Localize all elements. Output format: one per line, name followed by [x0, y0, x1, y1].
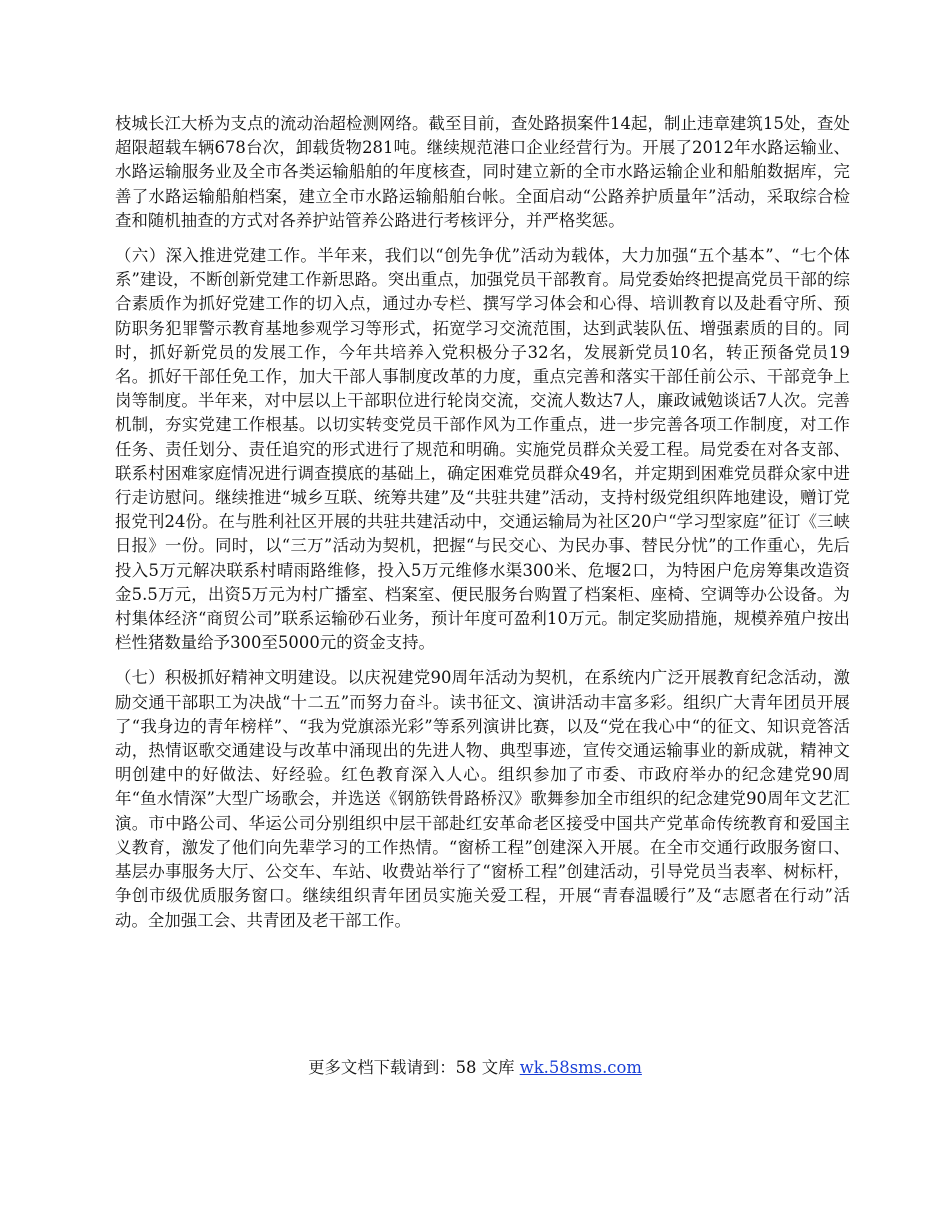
document-body [115, 112, 850, 933]
paragraph-spiritual-civilization: （七）积极抓好精神文明建设。以庆祝建党90周年活动为契机，在系统内广泛开展教育纪念活动，激励交通干部职工为决战“十二五”而努力奋斗。读书征文、演讲活动丰富多彩。组织广大青年团员开展了“我身边的青年榜样”、“我为党旗添光彩”等系列演讲比赛，以及“党在我心中“的征文、知识竞答活动，热情讴歌交通建设与改革中涌现出的先进人物、典型事迹，宣传交通运输事业的新成就，精神文明创建中的好做法、好经验。红色教育深入人心。组织参加了市委、市政府举办的纪念建党90周年“鱼水情深”大型广场歌会，并选送《钢筋铁骨路桥汉》歌舞参加全市组织的纪念建党90周年文艺汇演。市中路公司、华运公司分别组织中层干部赴红安革命老区接受中国共产党革命传统教育和爱国主义教育，激发了他们向先辈学习的工作热情。“窗桥工程”创建深入开展。在全市交通行政服务窗口、基层办事服务大厅、公交车、车站、收费站举行了“窗桥工程”创建活动，引导党员当表率、树标杆，争创市级优质服务窗口。继续组织青年团员实施关爱工程，开展“青春温暖行”及“志愿者在行动”活动。全加强工会、共青团及老干部工作。 [115, 668, 850, 930]
footer-prefix-text: 更多文档下载请到：58 文库 [308, 1058, 520, 1077]
download-footer [0, 1056, 950, 1080]
paragraph-road-water-transport: 枝城长江大桥为支点的流动治超检测网络。截至目前，查处路损案件14起，制止违章建筑15处，查处超限超载车辆678台次，卸载货物281吨。继续规范港口企业经营行为。开展了2012年水路运输业、水路运输服务业及全市各类运输船舶的年度核查，同时建立新的全市水路运输企业和船舶数据库，完善了水路运输船舶档案，建立全市水路运输船舶台帐。全面启动“公路养护质量年”活动，采取综合检查和随机抽查的方式对各养护站管养公路进行考核评分，并严格奖惩。 [115, 114, 850, 230]
footer-download-link[interactable]: wk.58sms.com [519, 1058, 642, 1077]
paragraph-party-building: （六）深入推进党建工作。半年来，我们以“创先争优”活动为载体，大力加强“五个基本”、“七个体系”建设，不断创新党建工作新思路。突出重点，加强党员干部教育。局党委始终把提高党员干部的综合素质作为抓好党建工作的切入点，通过办专栏、撰写学习体会和心得、培训教育以及赴看守所、预防职务犯罪警示教育基地参观学习等形式，拓宽学习交流范围，达到武装队伍、增强素质的目的。同时，抓好新党员的发展工作，今年共培养入党积极分子32名，发展新党员10名，转正预备党员19名。抓好干部任免工作，加大干部人事制度改革的力度，重点完善和落实干部任前公示、干部竞争上岗等制度。半年来，对中层以上干部职位进行轮岗交流，交流人数达7人，廉政诫勉谈话7人次。完善机制，夯实党建工作根基。以切实转变党员干部作风为工作重点，进一步完善各项工作制度，对工作任务、责任划分、责任追究的形式进行了规范和明确。实施党员群众关爱工程。局党委在对各支部、联系村困难家庭情况进行调查摸底的基础上，确定困难党员群众49名，并定期到困难党员群众家中进行走访慰问。继续推进“城乡互联、统筹共建”及“共驻共建”活动，支持村级党组织阵地建设，赠订党报党刊24份。在与胜利社区开展的共驻共建活动中，交通运输局为社区20户“学习型家庭”征订《三峡日报》一份。同时，以“三万”活动为契机，把握“与民交心、为民办事、替民分忧”的工作重心，先后投入5万元解决联系村晴雨路维修，投入5万元维修水渠300米、危堰2口，为特困户危房筹集改造资金5.5万元，出资5万元为村广播室、档案室、便民服务台购置了档案柜、座椅、空调等办公设备。为村集体经济“商贸公司”联系运输砂石业务，预计年度可盈利10万元。制定奖励措施，规模养殖户按出栏性猪数量给予300至5000元的资金支持。 [115, 246, 850, 653]
